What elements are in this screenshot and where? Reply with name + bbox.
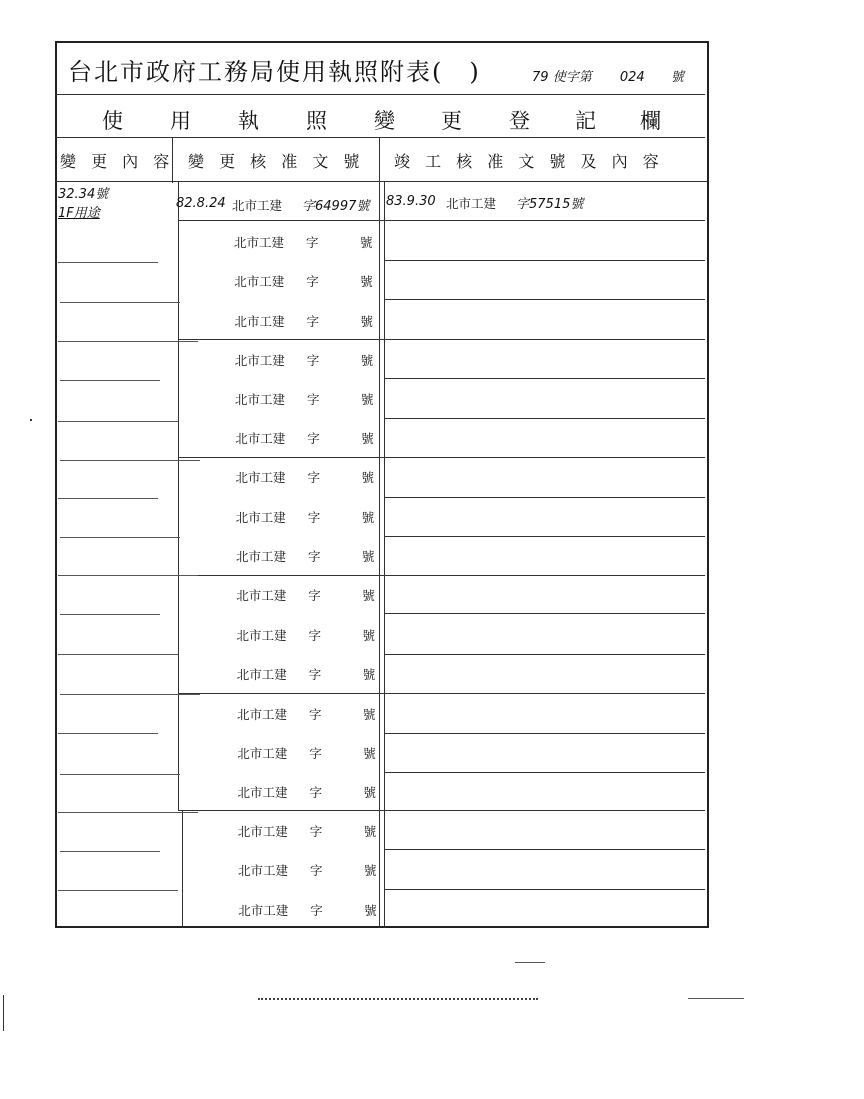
scan-mark (688, 998, 744, 999)
section-heading-char: 使 (102, 109, 123, 133)
col-divider-1-bottom (182, 810, 183, 928)
row-zi: 字 (306, 314, 320, 329)
row-divider (384, 260, 705, 261)
row-zi: 字 (308, 588, 321, 603)
left-row-line (60, 302, 180, 303)
scan-mark (515, 962, 545, 963)
col-completion: 竣 工 核 准 文 號 及 內 容 (394, 152, 664, 171)
row-prefix: 北市工建 (236, 667, 287, 682)
section-heading-char: 登 (509, 109, 530, 133)
section-heading-char: 執 (238, 109, 259, 133)
row-divider (178, 575, 705, 576)
row-prefix: 北市工建 (236, 549, 287, 564)
row-zi: 字 (308, 549, 321, 564)
permit-num: 024 (619, 70, 645, 85)
row-divider (384, 654, 705, 655)
scan-mark (3, 995, 4, 1031)
section-divider (55, 137, 705, 138)
row-hao: 號 (363, 824, 377, 839)
row-zi: 字 (307, 470, 321, 485)
row-divider (384, 849, 705, 850)
row-divider (384, 772, 705, 773)
row-prefix: 北市工建 (237, 824, 288, 839)
row-prefix: 北市工建 (237, 785, 288, 800)
left-row-line (58, 890, 178, 891)
row-hao: 號 (362, 628, 376, 643)
row-zi: 字 (307, 431, 320, 446)
row-zi: 字 (307, 392, 320, 407)
left-row-line (60, 774, 180, 775)
row-hao: 號 (361, 392, 374, 407)
row-divider (178, 457, 705, 458)
left-row-line (58, 575, 198, 576)
row-prefix: 北市工建 (236, 588, 287, 603)
row-hao: 號 (362, 667, 376, 682)
row-divider (384, 889, 705, 890)
row-divider (178, 810, 705, 811)
row-hao: 號 (363, 785, 377, 800)
row-prefix: 北市工建 (234, 353, 285, 368)
scan-mark (30, 419, 32, 421)
title-divider (55, 94, 705, 95)
left-row-line (58, 262, 158, 263)
row-zi: 字 (309, 746, 322, 761)
row-zi: 字 (308, 667, 322, 682)
header-divider (55, 181, 707, 182)
left-row-line (58, 654, 178, 655)
row-hao: 號 (362, 588, 375, 603)
completion-number: 字57515號 (516, 197, 584, 212)
row-divider (178, 220, 705, 221)
row-hao: 號 (364, 863, 377, 878)
section-heading-char: 用 (170, 109, 191, 133)
row-divider (384, 613, 705, 614)
row-prefix: 北市工建 (234, 274, 285, 289)
row-prefix: 北市工建 (235, 431, 286, 446)
left-row-line (58, 812, 198, 813)
row-hao: 號 (361, 470, 375, 485)
col-divider-1-head (172, 137, 173, 183)
completion-prefix: 北市工建 (446, 196, 497, 211)
row-hao: 號 (360, 274, 373, 289)
permit-suffix: 號 (670, 70, 684, 85)
row-zi: 字 (306, 353, 320, 368)
row-prefix: 北市工建 (237, 746, 288, 761)
left-row-line (58, 733, 158, 734)
approval-number: 字64997號 (302, 199, 370, 214)
row-zi: 字 (310, 863, 323, 878)
row-prefix: 北市工建 (234, 314, 285, 329)
row-divider (384, 299, 705, 300)
row-zi: 字 (309, 785, 323, 800)
col-divider-2b (384, 181, 385, 928)
scan-mark (258, 998, 538, 1000)
left-row-line (60, 614, 160, 615)
left-row-line (60, 851, 160, 852)
permit-word: 使字第 (552, 70, 592, 85)
row-zi: 字 (306, 274, 319, 289)
left-row-line (60, 380, 160, 381)
row-prefix: 北市工建 (237, 707, 288, 722)
row-prefix: 北市工建 (235, 392, 286, 407)
section-heading-char: 照 (306, 109, 327, 133)
left-row-line (60, 694, 200, 695)
row-divider (384, 536, 705, 537)
row-divider (384, 418, 705, 419)
permit-number (532, 66, 684, 85)
row-prefix: 北市工建 (235, 510, 286, 525)
row-prefix: 北市工建 (234, 235, 285, 250)
row-hao: 號 (363, 746, 376, 761)
row-hao: 號 (361, 431, 374, 446)
row-prefix: 北市工建 (235, 470, 286, 485)
row-divider (384, 497, 705, 498)
col-divider-1 (178, 181, 179, 811)
row-hao: 號 (360, 353, 374, 368)
row-divider (384, 378, 705, 379)
left-row-line (60, 537, 180, 538)
col-change-content: 變 更 內 容 (60, 152, 175, 171)
row-zi: 字 (309, 824, 323, 839)
approval-date: 82.8.24 (176, 196, 226, 211)
row-zi: 字 (309, 707, 322, 722)
approval-prefix: 北市工建 (232, 198, 283, 213)
row-zi: 字 (307, 510, 321, 525)
section-heading-char: 記 (575, 109, 596, 133)
row-zi: 字 (308, 628, 322, 643)
form-title: 台北市政府工務局使用執照附表( ) (68, 58, 481, 86)
left-row-line (58, 498, 158, 499)
left-row-line (58, 341, 198, 342)
section-heading-char: 更 (441, 109, 462, 133)
row-prefix: 北市工建 (238, 863, 289, 878)
row-zi: 字 (310, 903, 323, 918)
row-divider (178, 339, 705, 340)
row-prefix: 北市工建 (236, 628, 287, 643)
completion-date: 83.9.30 (386, 194, 436, 209)
row-hao: 號 (364, 903, 377, 918)
left-row-line (58, 421, 178, 422)
row-divider (178, 693, 705, 694)
row-hao: 號 (362, 549, 375, 564)
row-hao: 號 (360, 235, 373, 250)
left-row-line (60, 460, 200, 461)
form-frame (55, 41, 709, 928)
content-line2: 1F用途 (58, 206, 100, 221)
section-heading-char: 欄 (640, 109, 661, 133)
row-zi: 字 (306, 235, 319, 250)
row-hao: 號 (363, 707, 376, 722)
row-hao: 號 (361, 510, 375, 525)
col-change-approval: 變 更 核 准 文 號 (188, 152, 365, 171)
row-hao: 號 (360, 314, 374, 329)
permit-year: 79 (532, 70, 549, 85)
content-line1: 32.34號 (58, 187, 109, 202)
row-prefix: 北市工建 (238, 903, 289, 918)
section-heading-char: 變 (374, 109, 395, 133)
row-divider (384, 733, 705, 734)
